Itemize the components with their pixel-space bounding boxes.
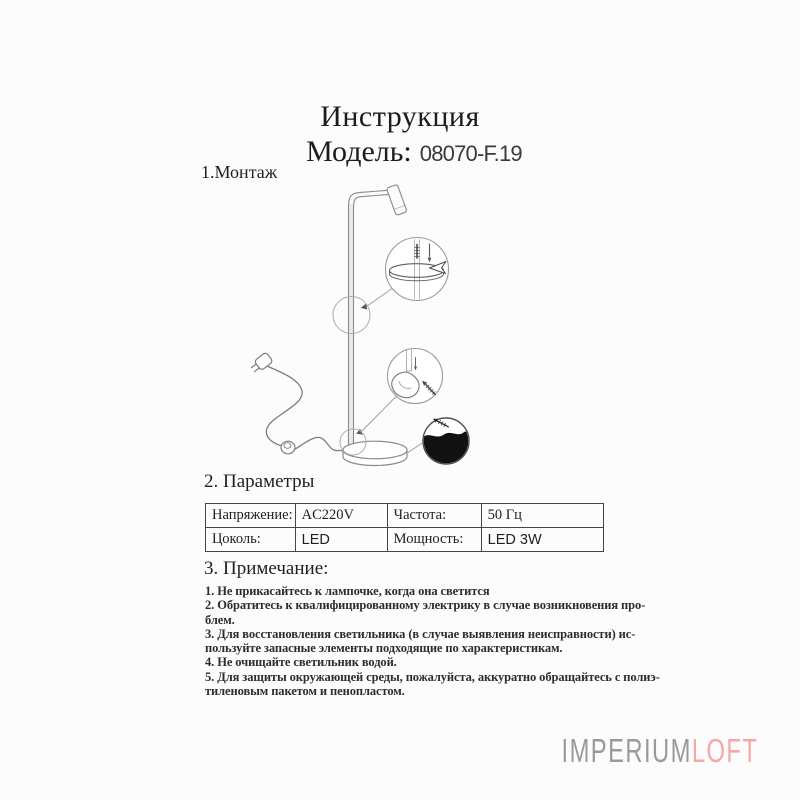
callout-pole-joint: [386, 238, 449, 301]
power-plug-icon: [249, 352, 273, 374]
power-cord: [295, 437, 345, 450]
callout-base-screw: [388, 349, 443, 404]
param-label-frequency: Частота:: [387, 504, 481, 528]
lamp-pole: [349, 204, 354, 446]
table-row: [206, 504, 604, 528]
section-heading-params: 2. Параметры: [204, 471, 315, 492]
section-heading-notes: 3. Примечание:: [204, 558, 329, 579]
param-value-frequency: 50 Гц: [481, 504, 603, 528]
note-line: 1. Не прикасайтесь к лампочке, когда она светится: [205, 584, 490, 598]
lamp-head: [386, 184, 407, 215]
parameters-table: [205, 503, 604, 552]
brand-watermark-loft: LOFT: [691, 732, 758, 769]
note-line: 4. Не очищайте светильник водой.: [205, 655, 397, 670]
note-line: 3. Для восстановления светильника (в случае выявления неисправности) ис-: [205, 626, 636, 641]
table-row: [206, 528, 604, 552]
param-value-voltage: AC220V: [295, 504, 387, 528]
model-label: Модель:: [306, 135, 412, 168]
param-value-socket: LED: [295, 528, 387, 552]
note-line: 2. Обратитесь к квалифицированному электрику в случае возникновения про-: [205, 598, 646, 613]
note-line: пользуйте запасные элементы подходящие по характеристикам.: [205, 641, 563, 656]
note-line: тиленовым пакетом и пенопластом.: [205, 684, 405, 699]
section-heading-montage: 1.Монтаж: [201, 162, 278, 182]
brand-watermark: [561, 732, 758, 770]
power-cord: [263, 364, 302, 446]
brand-watermark-imperium: IMPERIUM: [561, 732, 692, 769]
note-line: 5. Для защиты окружающей среды, пожалуйста, аккуратно обращайтесь с полиэ-: [205, 669, 660, 684]
model-line: [14, 135, 800, 169]
floor-lamp-assembly-diagram: [230, 175, 510, 470]
note-line: блем.: [205, 612, 235, 627]
callout-base-underside: [422, 417, 470, 465]
param-value-power: LED 3W: [481, 528, 603, 552]
lamp-base: [343, 441, 407, 459]
inline-switch-icon: [281, 441, 295, 454]
page-title: Инструкция: [320, 100, 480, 133]
model-number: 08070-F.19: [419, 141, 522, 166]
notes-block: [205, 584, 660, 698]
param-label-socket: Цоколь:: [206, 528, 296, 552]
param-label-power: Мощность:: [387, 528, 481, 552]
param-label-voltage: Напряжение:: [206, 504, 296, 528]
